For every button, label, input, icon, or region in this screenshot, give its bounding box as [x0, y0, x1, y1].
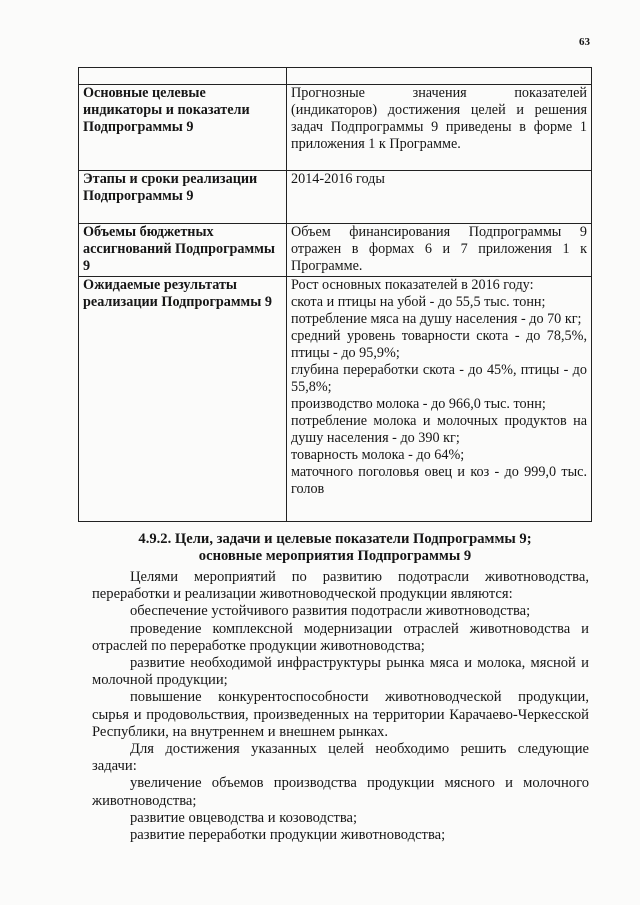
section-body [92, 569, 589, 844]
body-paragraph: развитие переработки продукции животноводства; [130, 827, 446, 844]
table-row-value: Объем финансирования Подпрограммы 9 отражен в формах 6 и 7 приложения 1 к Программе. [287, 224, 592, 277]
body-paragraph: проведение комплексной модернизации отраслей животноводства и отраслей по переработке продукции животноводства; [92, 620, 589, 654]
expected-result-line: глубина переработки скота - до 45%, птицы - до 55,8%; [291, 362, 587, 395]
page-number: 63 [579, 36, 590, 48]
table-row-label: Объемы бюджетных ассигнований Подпрограммы 9 [79, 224, 287, 277]
body-paragraph: повышение конкурентоспособности животноводческой продукции, сырья и продовольствия, произведенных на территории Карачаево-Черкесской Республики, на внутреннем и внешнем рынках. [92, 689, 589, 740]
expected-result-line: производство молока - до 966,0 тыс. тонн; [291, 396, 546, 412]
body-paragraph: развитие необходимой инфраструктуры рынка мяса и молока, мясной и молочной продукции; [92, 655, 589, 689]
passport-table [78, 67, 592, 522]
expected-result-line: маточного поголовья овец и коз - до 999,0 тыс. голов [291, 464, 587, 497]
table-row-value-list [287, 277, 592, 522]
body-paragraph: Для достижения указанных целей необходимо решить следующие задачи: [92, 741, 589, 775]
expected-result-line: Рост основных показателей в 2016 году: [291, 277, 534, 293]
table-header-cell-right [287, 68, 592, 85]
table-header-row [79, 68, 592, 85]
table-header-cell-left [79, 68, 287, 85]
table-row-value: 2014-2016 годы [287, 171, 592, 224]
table-row-label: Этапы и сроки реализации Подпрограммы 9 [79, 171, 287, 224]
expected-result-line: скота и птицы на убой - до 55,5 тыс. тонн; [291, 294, 546, 310]
table-row-label: Основные целевые индикаторы и показатели Подпрограммы 9 [79, 85, 287, 171]
expected-result-line: потребление молока и молочных продуктов на душу населения - до 390 кг; [291, 413, 587, 446]
body-paragraph: развитие овцеводства и козоводства; [130, 809, 358, 826]
table-row [79, 171, 592, 224]
section-heading-line: основные мероприятия Подпрограммы 9 [198, 548, 472, 564]
expected-result-line: товарность молока - до 64%; [291, 447, 465, 463]
table-row [79, 277, 592, 522]
section-heading [80, 531, 590, 565]
table-row [79, 85, 592, 171]
body-paragraph: обеспечение устойчивого развития подотрасли животноводства; [130, 603, 531, 620]
table-row-label: Ожидаемые результаты реализации Подпрограммы 9 [79, 277, 287, 522]
body-paragraph: увеличение объемов производства продукции мясного и молочного животноводства; [92, 775, 589, 809]
section-heading-line: 4.9.2. Цели, задачи и целевые показатели Подпрограммы 9; [138, 531, 532, 547]
body-paragraph: Целями мероприятий по развитию подотрасли животноводства, переработки и реализации животноводческой продукции являются: [92, 569, 589, 603]
expected-result-line: потребление мяса на душу населения - до 70 кг; [291, 311, 582, 327]
expected-result-line: средний уровень товарности скота - до 78,5%, птицы - до 95,9%; [291, 328, 587, 361]
table-row-value: Прогнозные значения показателей (индикаторов) достижения целей и решения задач Подпрограммы 9 приведены в форме 1 приложения 1 к Программе. [287, 85, 592, 171]
table-row [79, 224, 592, 277]
